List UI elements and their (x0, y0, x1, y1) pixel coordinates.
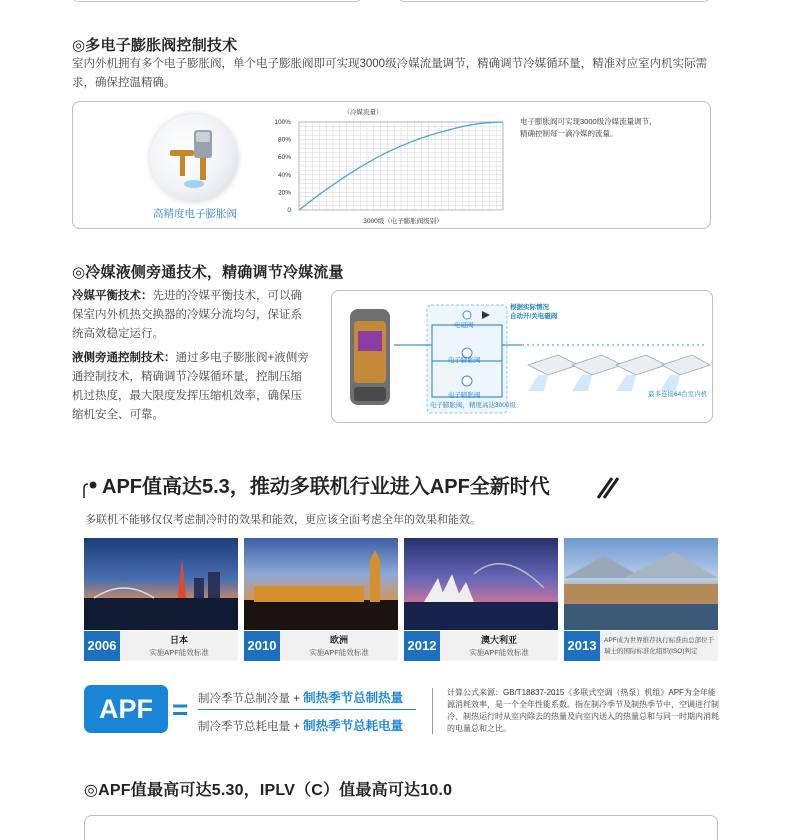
expansion-valve-2-icon (462, 376, 472, 386)
card-year: 2010 (244, 631, 280, 661)
y-tick-label: 40% (277, 171, 291, 179)
y-tick-label: 80% (277, 136, 291, 144)
expansion-valve-image (150, 114, 238, 202)
section-title-bypass: ◎冷媒液侧旁通技术，精确调节冷媒流量 (72, 264, 344, 281)
solenoid-valve-icon (463, 311, 471, 319)
card-desc: APF成为世界推荐执行标准由总部位于瑞士的国际标准化组织(ISO)判定 (604, 637, 715, 655)
section-title-apf-iplv: ◎APF值最高可达5.30，IPLV（C）值最高可达10.0 (84, 782, 453, 799)
valve-caption: 高精度电子膨胀阀 (153, 208, 237, 220)
bypass-diagram-panel (331, 290, 713, 423)
auto-solenoid-note: 根据实际情况 自动开/关电磁阀 (510, 304, 558, 320)
balance-tech-text: 先进的冷媒平衡技术，可以确保室内外机热交换器的冷媒分流均匀，保证系统高效稳定运行。 (72, 290, 302, 340)
section-desc-eev: 室内外机拥有多个电子膨胀阀，单个电子膨胀阀即可实现3000级冷媒流量调节，精确调节冷媒循环量，精准对应室内机实际需求，确保控温精确。 (72, 58, 708, 89)
card-2006 (84, 631, 238, 661)
bypass-tech-paragraph (72, 349, 312, 425)
apf-iplv-panel (84, 815, 718, 840)
compressor-illustration (350, 309, 390, 405)
card-2013 (564, 631, 718, 661)
y-tick-label: 20% (277, 189, 291, 197)
eev-precision-note: 电子膨胀阀，精度高达3000级 (430, 402, 516, 409)
card-desc: 实施APF能效标准 (309, 648, 369, 657)
photo-australia (404, 538, 558, 630)
solenoid-label: 电磁阀 (454, 322, 474, 329)
card-desc: 实施APF能效标准 (469, 648, 529, 657)
denominator-cooling: 制冷季节总耗电量 + (198, 721, 304, 733)
y-tick-label: 100% (274, 119, 291, 126)
photo-switzerland (564, 538, 718, 630)
card-2012 (404, 631, 558, 661)
refrigerant-flow-chart (263, 106, 513, 226)
card-2010 (244, 631, 398, 661)
card-desc: 实施APF能效标准 (149, 648, 209, 657)
card-year: 2006 (84, 631, 120, 661)
card-region: 欧洲 (329, 635, 348, 645)
numerator-cooling: 制冷季节总制冷量 + (198, 693, 304, 705)
bypass-tech-text: 通过多电子膨胀阀+液侧旁通控制技术，精确调节冷媒循环量，控制压缩机过热度，最大限度发挥压缩机效率，确保压缩机安全、可靠。 (72, 352, 309, 421)
eev-panel (72, 101, 711, 229)
equals-sign: = (172, 694, 189, 725)
y-tick-label: 60% (277, 154, 291, 162)
formula-numerator (198, 688, 403, 706)
sydney-opera-icon (404, 538, 558, 630)
chart-x-label: 3000级（电子膨胀阀级别） (363, 218, 443, 225)
card-region: 日本 (169, 635, 188, 645)
bypass-tech-label: 液侧旁通控制技术： (72, 352, 176, 364)
indoor-units (528, 355, 710, 375)
london-parliament-icon (244, 538, 398, 630)
section-title-eev: ◎多电子膨胀阀控制技术 (72, 37, 238, 54)
formula-denominator (198, 716, 403, 734)
balance-tech-paragraph (72, 287, 312, 344)
numerator-heating: 制热季节总制热量 (303, 691, 404, 705)
card-year: 2013 (564, 631, 600, 661)
formula-source-note: 计算公式来源：GB/T18837-2015《多联式空调（热泵）机组》APF为全年能源消耗效率，是一个全年性能系数。指在制冷季节及制热季节中，空调进行制冷、制热运行时从室内除去的热量及向室内送入的热量总和与同一时期内消耗的电量总和之比。 (447, 688, 719, 733)
formula-divider (432, 688, 433, 734)
tokyo-skyline-icon (84, 538, 238, 630)
lucerne-town-icon (564, 538, 718, 630)
eev-label-1: 电子膨胀阀 (448, 357, 481, 364)
previous-panel-right (398, 0, 710, 2)
apf-badge: APF (84, 685, 168, 733)
previous-panel-left (72, 0, 362, 2)
card-year: 2012 (404, 631, 440, 661)
photo-europe (244, 538, 398, 630)
expansion-valve-icon (150, 114, 238, 202)
balance-tech-label: 冷媒平衡技术： (72, 290, 153, 302)
photo-japan (84, 538, 238, 630)
chart-title: （冷媒流量） (343, 109, 383, 116)
card-region: 澳大利亚 (480, 635, 517, 645)
fraction-line (198, 709, 416, 710)
eev-label-2: 电子膨胀阀 (448, 392, 481, 399)
apf-section-title: APF值高达5.3，推动多联机行业进入APF全新时代 (102, 476, 550, 498)
y-tick-label: 0 (287, 207, 291, 214)
chart-note: 电子膨胀阀可实现3000级冷媒流量调节，精确控制每一滴冷媒的流量。 (520, 117, 657, 138)
denominator-heating: 制热季节总耗电量 (303, 719, 404, 733)
max-units-note: 最多连接64台室内机 (648, 391, 708, 398)
apf-intro: 多联机不能够仅仅考虑制冷时的效果和能效，更应该全面考虑全年的效果和能效。 (85, 514, 481, 526)
